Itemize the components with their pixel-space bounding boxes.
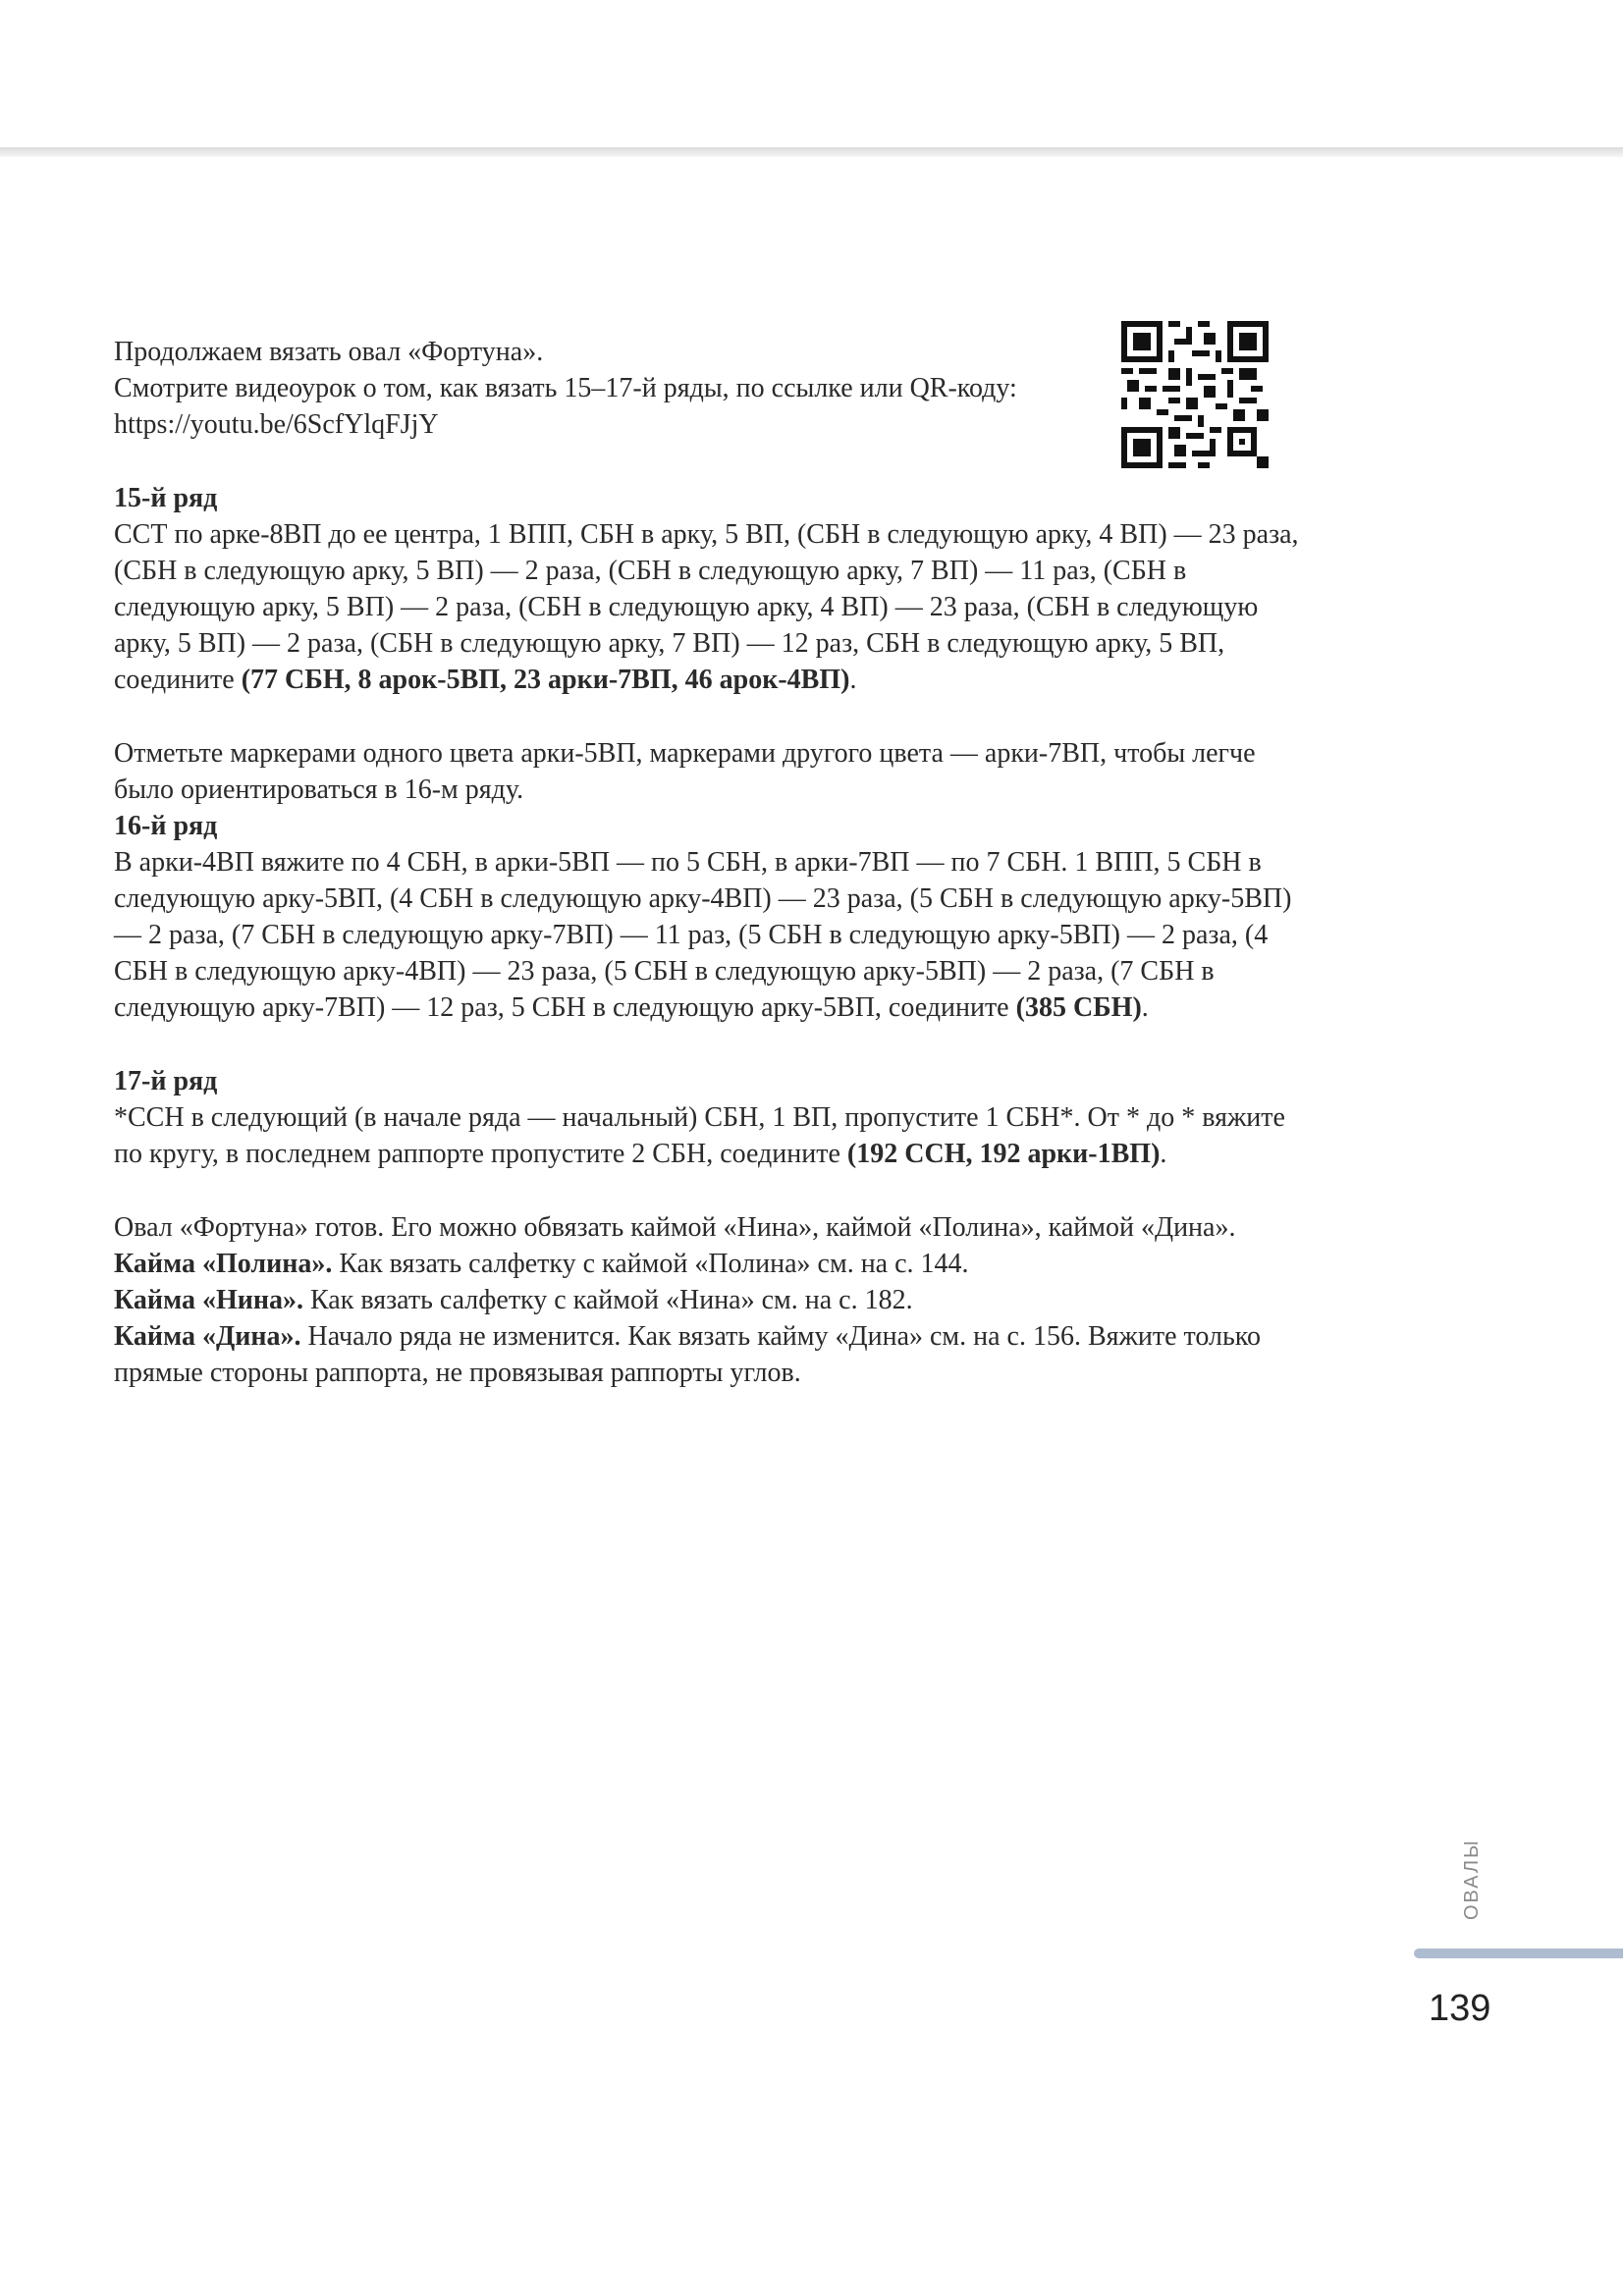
edge-name: Кайма «Дина». <box>114 1321 301 1352</box>
row-total: (385 СБН) <box>1015 992 1142 1023</box>
row-total: (192 ССН, 192 арки-1ВП) <box>846 1139 1161 1169</box>
row-instructions: В арки-4ВП вяжите по 4 СБН, в арки-5ВП — по 5 СБН, в арки-7ВП — по 7 СБН. 1 ВПП, 5 СБН в следующую арку-5ВП, (4 СБН в следующую арку-4ВП) — 23 раза, (5 СБН в следующую арку-5ВП) — 2 раза, (7 СБН в следующую арку-7ВП) — 11 раз, (5 СБН в следующую арку-5ВП) — 2 раза, (4 СБН в следующую арку-4ВП) — 23 раза, (5 СБН в следующую арку-5ВП) — 2 раза, (7 СБН в следующую арку-7ВП) — 12 раз, 5 СБН в следующую арку-5ВП, соедините (385 СБН). <box>114 847 1292 1023</box>
section-label: ОВАЛЫ <box>1461 1839 1483 1921</box>
video-text: Смотрите видеоурок о том, как вязать 15–17-й ряды, по ссылке или QR-коду: https://youtu.be/6ScfYlqFJjY <box>114 373 1017 440</box>
section-accent-bar <box>1414 1949 1623 1958</box>
edge-item: Кайма «Нина». Как вязать салфетку с каймой «Нина» см. на с. 182. <box>114 1285 913 1315</box>
markers-note: Отметьте маркерами одного цвета арки-5ВП, маркерами другого цвета — арки-7ВП, чтобы легче было ориентироваться в 16-м ряду. <box>114 738 1256 805</box>
edge-item: Кайма «Дина». Начало ряда не изменится. Как вязать кайму «Дина» см. на с. 156. Вяжите только прямые стороны раппорта, не провязывая раппорты углов. <box>114 1321 1261 1388</box>
top-rule <box>0 147 1623 157</box>
row-title: 17-й ряд <box>114 1066 218 1096</box>
edge-list <box>114 1246 1317 1391</box>
video-link[interactable]: https://youtu.be/6ScfYlqFJjY <box>114 409 439 440</box>
edge-name: Кайма «Нина». <box>114 1285 303 1315</box>
edge-item: Кайма «Полина». Как вязать салфетку с каймой «Полина» см. на с. 144. <box>114 1249 969 1279</box>
row-15 <box>114 480 1317 698</box>
row-17 <box>114 1063 1317 1172</box>
qr-code-icon[interactable] <box>1121 321 1269 468</box>
ready-note: Овал «Фортуна» готов. Его можно обвязать каймой «Нина», каймой «Полина», каймой «Дина». <box>114 1212 1236 1243</box>
row-instructions: *ССН в следующий (в начале ряда — начальный) СБН, 1 ВП, пропустите 1 СБН*. От * до * вяжите по кругу, в последнем раппорте пропустите 2 СБН, соедините (192 ССН, 192 арки-1ВП). <box>114 1102 1285 1169</box>
edge-name: Кайма «Полина». <box>114 1249 333 1279</box>
row-total: (77 СБН, 8 арок-5ВП, 23 арки-7ВП, 46 арок-4ВП) <box>241 665 850 695</box>
row-title: 16-й ряд <box>114 811 218 841</box>
intro-text: Продолжаем вязать овал «Фортуна». <box>114 337 544 367</box>
video-block <box>114 370 1317 443</box>
page-content <box>114 334 1317 1391</box>
row-title: 15-й ряд <box>114 483 218 513</box>
row-instructions: ССТ по арке-8ВП до ее центра, 1 ВПП, СБН в арку, 5 ВП, (СБН в следующую арку, 4 ВП) — 23 раза, (СБН в следующую арку, 5 ВП) — 2 раза, (СБН в следующую арку, 7 ВП) — 11 раз, (СБН в следующую арку, 5 ВП) — 2 раза, (СБН в следующую арку, 4 ВП) — 23 раза, (СБН в следующую арку, 5 ВП) — 2 раза, (СБН в следующую арку, 7 ВП) — 12 раз, СБН в следующую арку, 5 ВП, соедините (77 СБН, 8 арок-5ВП, 23 арки-7ВП, 46 арок-4ВП). <box>114 519 1299 695</box>
page-number: 139 <box>1429 1988 1491 2029</box>
row-16 <box>114 808 1317 1026</box>
